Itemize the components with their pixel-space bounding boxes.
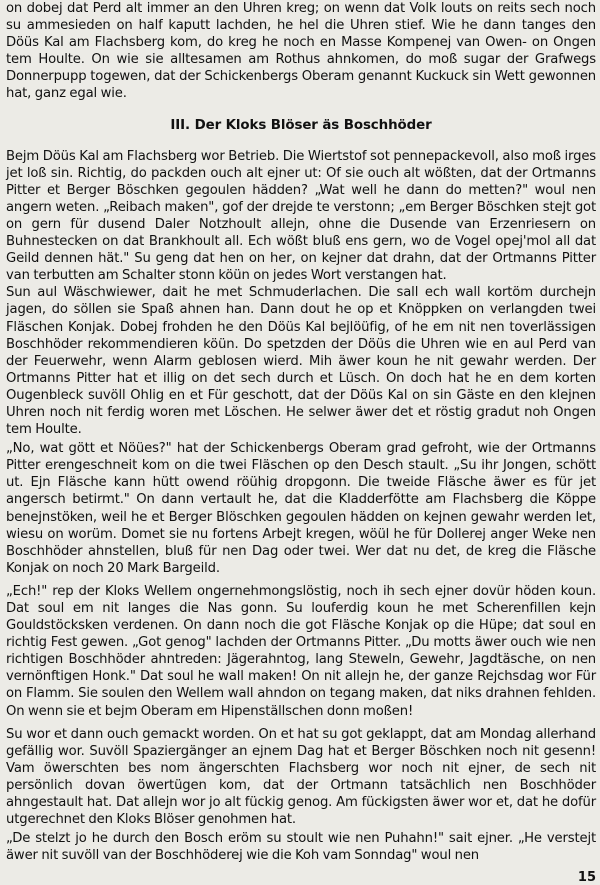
page-number: 15 [577,870,596,885]
paragraph: Su wor et dann ouch gemackt worden. On et hat su got geklappt, dat am Mondag allerhand gefällig wor. Suvöll Spaziergänger an ejnem Dag hat et Berger Böschken noch nit gesenn! Vam öwerschten bes nom ängerschten Flachsberg wor noch nit ejner, de sech nit persönlich dovan öwertügen kom, dat der Ortmann tatsächlich nen Boschhöder ahngestault hat. Dat allejn wor jo alt fückig genog. Am fückigsten äwer wor et, dat he dofür utgerechnet den Kloks Blöser genohmen hat. [6,726,596,828]
paragraph: Bejm Döüs Kal am Flachsberg wor Betrieb. Die Wiertstof sot pennepackevoll, also moß irges jet loß sin. Richtig, do packden ouch alt ejner ut: Of sie ouch alt wößten, dat der Ortmanns Pitter et Berger Böschken gegoulen hädden? „Wat well he dann do metten?" woul nen angern weten. „Reibach maken", gof der drejde te verstonn; „em Berger Böschken stejt got on gern für dusend Daler Notzhoult allejn, ohne die Dusende van Erzenriesern on Buhnestecken on dat Brankhoult all. Ech wößt bluß ens gern, wo de Vogel opej'mol all dat Geild dennen hät." Su geng dat hen on her, on kejner dat drahn, dat der Ortmanns Pitter van terbutten am Schalter stonn köün on jedes Wort verstangen hat. [6,148,596,284]
paragraph: „Ech!" rep der Kloks Wellem ongernehmongslöstig, noch ih sech ejner dovür höden koun. Dat soul em nit langes die Nas gonn. Su louferdig koun he met Scherenfillen kejn Gouldstöcksken verdenen. On dann noch die got Fläsche Konjak op die Hüpe; dat soul en richtig Fest gewen. „Got genog" lachden der Ortmanns Pitter. „Du motts äwer ouch wie nen richtigen Boschhöder ahntreden: Jägerahntog, lang Steweln, Gewehr, Jagdtäsche, on nen vernönftigen Honk." Dat soul he wall maken! On nit allejn he, der ganze Rejchsdag wor Für on Flamm. Sie soulen den Wellem wall ahndon on tegang maken, dat niks drahnen fehlden. On wenn sie et bejm Oberam em Hipenställschen donn moßen! [6,583,596,719]
paragraph: Sun aul Wäschwiewer, dait he met Schmuderlachen. Die sall ech wall kortöm durchejn jagen, do söllen sie Spaß ahnen han. Dann dout he op et Knöppken on verlangden twei Fläschen Konjak. Dobej frohden he den Döüs Kal bejlöüfig, of he em nit nen toverlässigen Boschhöder rekommendieren köün. Do spetzden der Döüs die Uhren wie en aul Perd van der Feuerwehr, wenn Alarm geblosen wierd. Mih äwer koun he nit gewahr werden. Der Ortmanns Pitter hat et illig on det sech durch et Lüsch. On doch hat he en dem korten Ougenbleck suvöll Ohlig en et Für geschott, dat der Döüs Kal on sin Gäste en den klejnen Uhren noch nit ferdig woren met Löschen. He selwer äwer det et röstig gradut noh Ongen tem Houlte. [6,285,596,438]
opening-paragraph: on dobej dat Perd alt immer an den Uhren kreg; on wenn dat Volk louts on reits sech noch su ammesieden on half kaputt lachden, he hel die Uhren stief. Wie he dann tanges den Döüs Kal am Flachsberg kom, do kreg he noch en Masse Kompenej van Owen- on Ongen tem Houlte. On wie sie alltesamen am Rothus ahnkomen, do moß sugar der Grafwegs Donnerpupp togewen, dat der Schickenbergs Oberam genannt Kuckuck sin Wett gewonnen hat, ganz egal wie. [6,1,596,102]
paragraph: „De stelzt jo he durch den Bosch eröm su stoult wie nen Puhahn!" sait ejner. „He verstejt äwer nit suvöll van der Boschhöderej wie die Koh vam Sonndag" woul nen [6,831,596,864]
section-heading: III. Der Kloks Blöser äs Boschhöder [170,117,432,133]
paragraph: „No, wat gött et Nöües?" hat der Schickenbergs Oberam grad gefroht, wie der Ortmanns Pitter erengeschneit kom on die twei Fläschen op den Desch stault. „Su ihr Jongen, schött ut. Ejn Fläsche kann hütt owend röühig dropgonn. Die tweide Fläsche äwer es für jet angersch betirmt." On dann vertault he, dat die Kladderfötte am Flachsberg die Köppe benejnstöken, weil he et Berger Blöschken gegoulen hädden on kejnen gewahr werden let, wiesu on worüm. Domet sie nu fortens Arbejt kregen, wöül he für Dollerej anger Weke nen Boschhöder ahnstellen, bluß für nen Dag oder twei. Wer dat nu det, de kreg die Fläsche Konjak on noch 20 Mark Bargeild. [6,441,596,576]
